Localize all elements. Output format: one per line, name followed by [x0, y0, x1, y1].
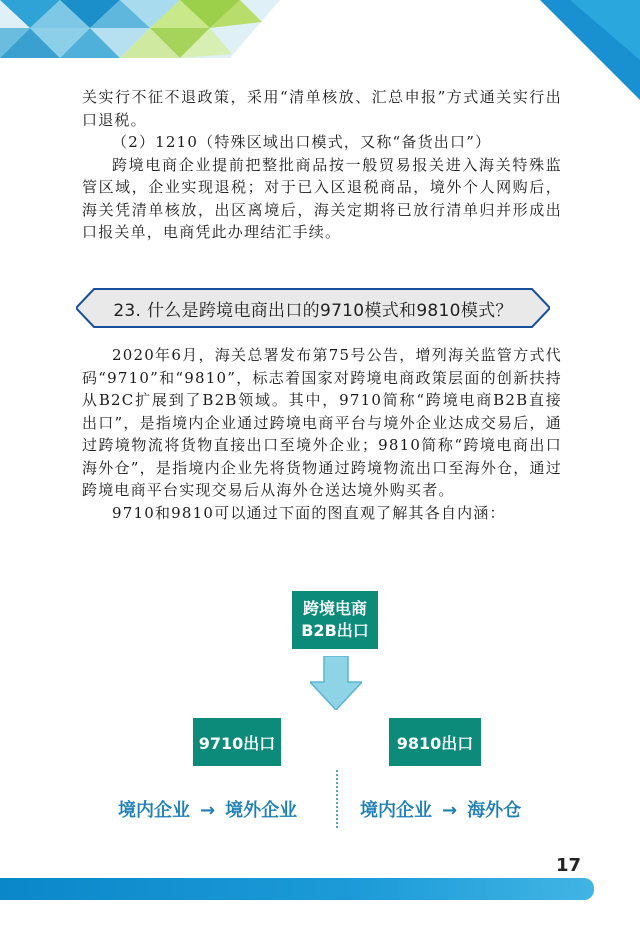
flow-9810 [360, 796, 521, 822]
section-heading-banner [76, 286, 550, 330]
paragraph-1210-body: 跨境电商企业提前把整批商品按一般贸易报关进入海关特殊监管区域，企业实现退税；对于已入区退税商品，境外个人网购后，海关凭清单核放，出区离境后，海关定期将已放行清单归并形成出口报关单，电商凭此办理结汇手续。 [82, 155, 562, 241]
section-heading: 23. 什么是跨境电商出口的9710模式和9810模式？ [113, 300, 513, 321]
export-9810-box: 9810出口 [389, 718, 481, 766]
diagram-divider [336, 770, 338, 828]
export-9710-box: 9710出口 [193, 718, 281, 766]
flow-9810-from: 境内企业 [360, 800, 432, 821]
flow-9810-arrow: → [442, 800, 458, 821]
b2b-box-line2: B2B出口 [301, 621, 369, 640]
paragraph-continuation: 关实行不征不退政策，采用“清单核放、汇总申报”方式通关实行出口退税。 [82, 88, 562, 129]
top-left-decoration [0, 0, 280, 58]
body-text-block [82, 344, 562, 524]
flow-9710-to: 境外企业 [225, 800, 298, 821]
flow-9710-arrow: → [200, 800, 216, 821]
top-right-decoration [530, 0, 640, 100]
flow-9710-from: 境内企业 [118, 800, 190, 821]
b2b-export-box [292, 591, 378, 649]
page-number: 17 [556, 855, 582, 876]
flow-9710 [118, 796, 297, 822]
bottom-bar [0, 878, 594, 900]
b2b-box-line1: 跨境电商 [302, 599, 367, 618]
flow-9810-to: 海外仓 [467, 800, 522, 821]
paragraph-diagram-intro: 9710和9810可以通过下面的图直观了解其各自内涵： [112, 503, 506, 522]
paragraph-9710-9810: 2020年6月，海关总署发布第75号公告，增列海关监管方式代码“9710”和“9810”，标志着国家对跨境电商政策层面的创新扶持从B2C扩展到了B2B领域。其中，9710简称“跨境电商B2B直接出口”，是指境内企业通过跨境电商平台与境外企业达成交易后，通过跨境物流将货物直接出口至境外企业；9810简称“跨境电商出口海外仓”，是指境内企业先将货物通过跨境物流出口至海外仓，通过跨境电商平台实现交易后从海外仓送达境外购买者。 [82, 346, 562, 499]
down-arrow-icon [310, 656, 362, 710]
paragraph-1210-title: （2）1210（特殊区域出口模式，又称“备货出口”） [112, 133, 492, 151]
intro-text-block [82, 86, 562, 244]
